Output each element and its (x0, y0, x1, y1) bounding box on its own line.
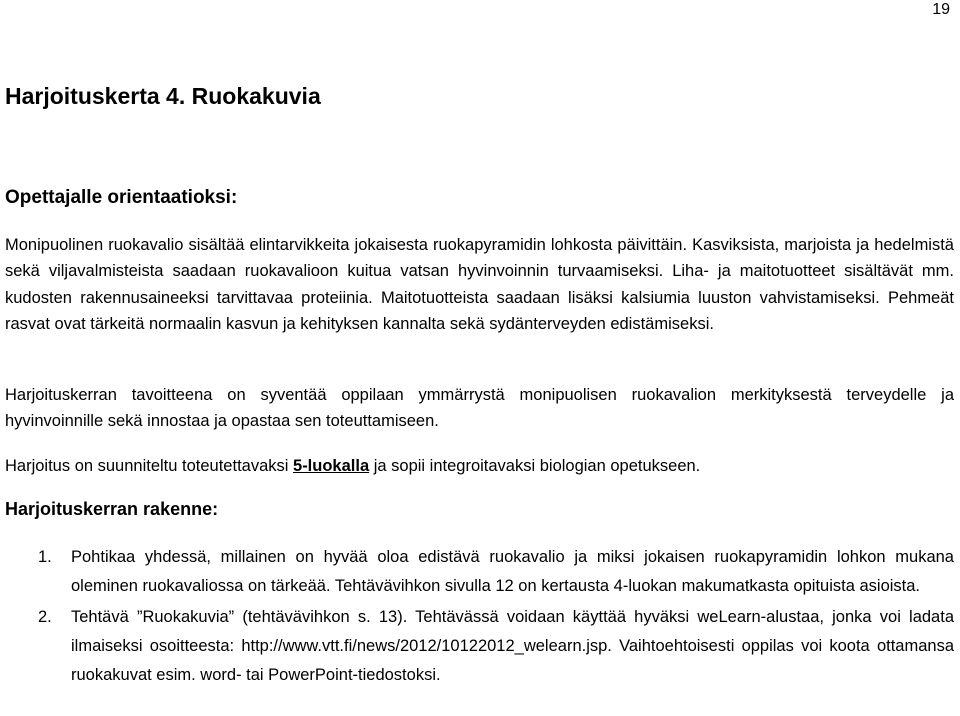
paragraph-grade-before: Harjoitus on suunniteltu toteutettavaksi (5, 457, 294, 475)
list-item (5, 603, 954, 690)
page-number: 19 (932, 1, 950, 18)
list-item-text: Pohtikaa yhdessä, millainen on hyvää oloa edistävä ruokavalio ja miksi jokaisen ruokapyramidin lohkon mukana oleminen ruokavaliossa on tärkeää. Tehtävävihkon sivulla 12 on kertausta 4-luokan makumatkasta opituista asioista. (71, 548, 954, 595)
orientation-heading: Opettajalle orientaatioksi: (5, 187, 238, 208)
list-item-number: 2. (38, 608, 52, 626)
paragraph-nutrition: Monipuolinen ruokavalio sisältää elintarvikkeita jokaisesta ruokapyramidin lohkosta päivittäin. Kasviksista, marjoista ja hedelmistä sekä viljavalmisteista saadaan ruokavalioon kuitua vatsan hyvinvoinnin turvaamiseksi. Liha- ja maitotuotteet sisältävät mm. kudosten rakennusaineeksi tarvittavaa proteiinia. Maitotuotteista saadaan lisäksi kalsiumia luuston vahvistamiseksi. Pehmeät rasvat ovat tärkeitä normaalin kasvun ja kehityksen kannalta sekä sydänterveyden edistämiseksi. (5, 236, 954, 333)
list-item-text: Tehtävä ”Ruokakuvia” (tehtävävihkon s. 13). Tehtävässä voidaan käyttää hyväksi weLearn-alustaa, jonka voi ladata ilmaiseksi osoitteesta: http://www.vtt.fi/news/2012/10122012_welearn.jsp. Vaihtoehtoisesti oppilas voi koota ottamansa ruokakuvat esim. word- tai PowerPoint-tiedostoksi. (71, 608, 954, 684)
paragraph-goal: Harjoituskerran tavoitteena on syventää oppilaan ymmärrystä monipuolisen ruokavalion merkityksestä terveydelle ja hyvinvoinnille sekä innostaa ja opastaa sen toteuttamiseen. (5, 386, 954, 430)
paragraph-grade-after: ja sopii integroitavaksi biologian opetukseen. (369, 457, 701, 475)
paragraph-grade (5, 453, 954, 479)
grade-emphasis: 5-luokalla (293, 457, 370, 475)
page-title: Harjoituskerta 4. Ruokakuvia (5, 83, 321, 109)
structure-heading: Harjoituskerran rakenne: (5, 499, 219, 519)
steps-list (5, 543, 954, 690)
list-item-number: 1. (38, 548, 52, 566)
list-item (5, 543, 954, 601)
